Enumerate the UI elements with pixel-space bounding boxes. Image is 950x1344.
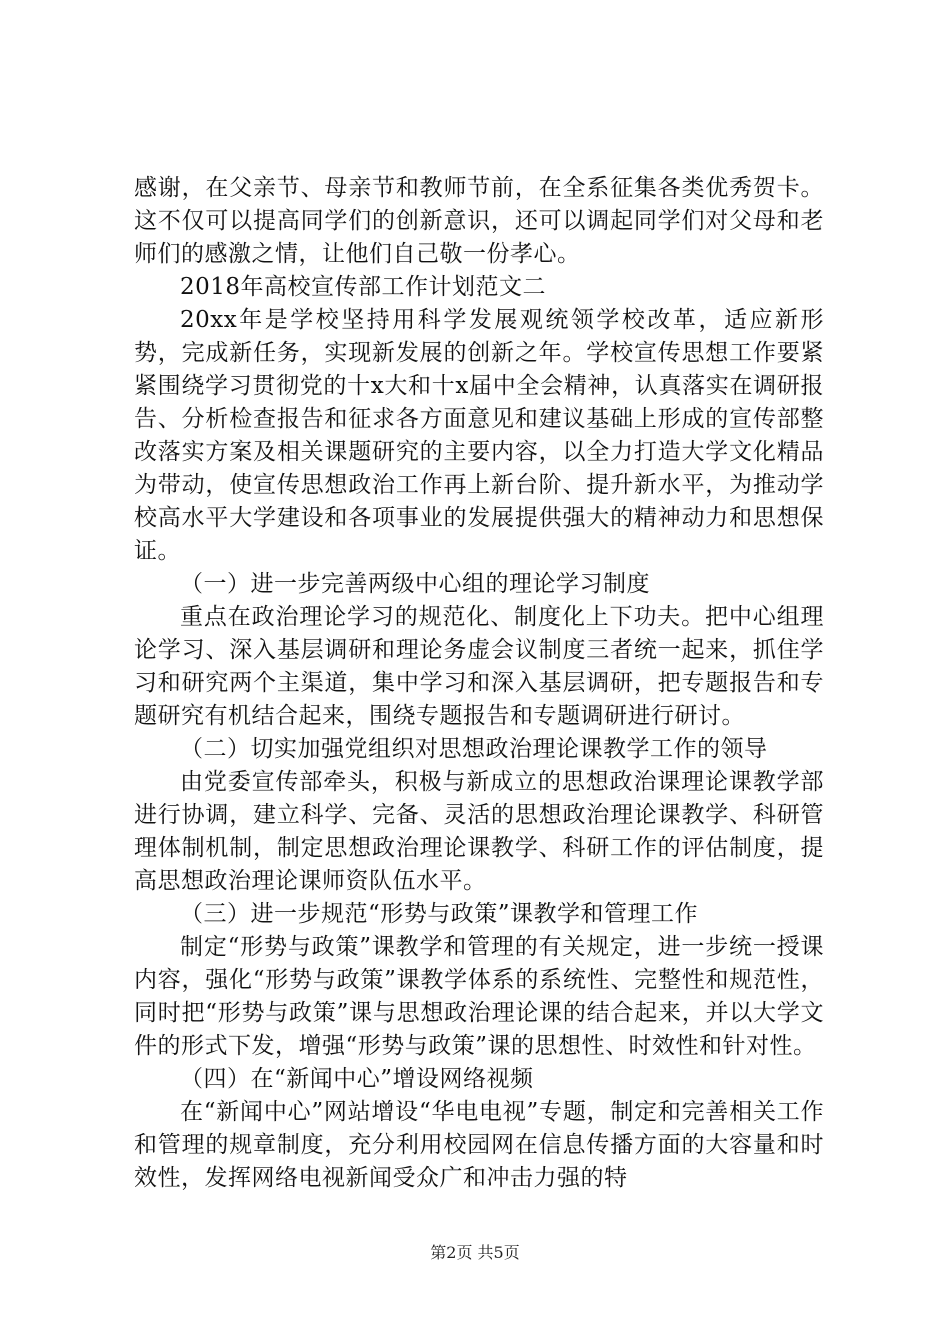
- page-footer: 第2页 共5页: [430, 1243, 520, 1262]
- paragraph-heading-1-body: 重点在政治理论学习的规范化、制度化上下功夫。把中心组理论学习、深入基层调研和理论务虚会议制度三者统一起来，抓住学习和研究两个主渠道，集中学习和深入基层调研，把专题报告和专题研究有机结合起来，围绕专题报告和专题调研进行研讨。: [134, 604, 824, 729]
- heading-1: （一）进一步完善两级中心组的理论学习制度: [180, 571, 650, 597]
- paragraph-heading-3-body: 制定“形势与政策”课教学和管理的有关规定，进一步统一授课内容，强化“形势与政策”课教学体系的系统性、完整性和规范性，同时把“形势与政策”课与思想政治理论课的结合起来，并以大学文件的形式下发，增强“形势与政策”课的思想性、时效性和针对性。: [134, 934, 824, 1059]
- paragraph-heading-4-body: 在“新闻中心”网站增设“华电电视”专题，制定和完善相关工作和管理的规章制度，充分利用校园网在信息传播方面的大容量和时效性，发挥网络电视新闻受众广和冲击力强的特: [134, 1099, 824, 1191]
- document-body: [134, 172, 824, 1195]
- paragraph-1: 感谢，在父亲节、母亲节和教师节前，在全系征集各类优秀贺卡。这不仅可以提高同学们的创新意识，还可以调起同学们对父母和老师们的感激之情，让他们自己敬一份孝心。: [134, 175, 824, 267]
- paragraph-heading-2-body: 由党委宣传部牵头，积极与新成立的思想政治课理论课教学部进行协调，建立科学、完备、灵活的思想政治理论课教学、科研管理体制机制，制定思想政治理论课教学、科研工作的评估制度，提高思想政治理论课师资队伍水平。: [134, 769, 824, 894]
- heading-2: （二）切实加强党组织对思想政治理论课教学工作的领导: [180, 736, 768, 762]
- section-title: 2018年高校宣传部工作计划范文二: [180, 274, 547, 300]
- paragraph-intro: 20xx年是学校坚持用科学发展观统领学校改革，适应新形势，完成新任务，实现新发展的创新之年。学校宣传思想工作要紧紧围绕学习贯彻党的十x大和十x届中全会精神，认真落实在调研报告、分析检查报告和征求各方面意见和建议基础上形成的宣传部整改落实方案及相关课题研究的主要内容，以全力打造大学文化精品为带动，使宣传思想政治工作再上新台阶、提升新水平，为推动学校高水平大学建设和各项事业的发展提供强大的精神动力和思想保证。: [134, 307, 824, 564]
- heading-3: （三）进一步规范“形势与政策”课教学和管理工作: [180, 901, 699, 927]
- heading-4: （四）在“新闻中心”增设网络视频: [180, 1066, 534, 1092]
